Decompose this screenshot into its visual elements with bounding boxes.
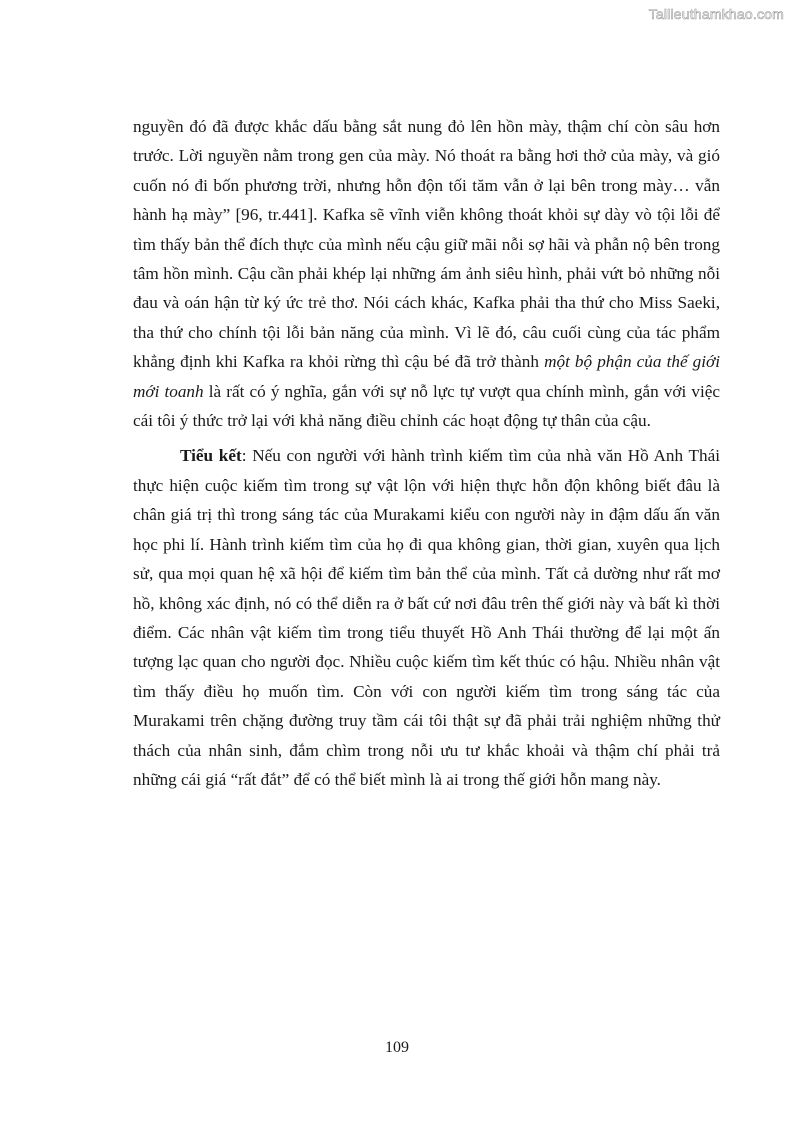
paragraph-text: nguyền đó đã được khắc dấu bằng sắt nung đỏ lên hồn mày, thậm chí còn sâu hơn trước. Lời nguyền nằm trong gen của mày. Nó thoát ra bằng hơi thở của mày, và gió cuốn nó đi bốn phương trời, nhưng hỗn độn tối tăm vẫn ở lại bên trong mày… vẫn hành hạ mày” [96, tr.441]. Kafka sẽ vĩnh viễn không thoát khỏi sự dày vò tội lỗi để tìm thấy bản thể đích thực của mình nếu cậu giữ mãi nỗi sợ hãi và phẫn nộ bên trong tâm hồn mình. Cậu cần phải khép lại những ám ảnh siêu hình, phải vứt bỏ những nỗi đau và oán hận từ ký ức trẻ thơ. Nói cách khác, Kafka phải tha thứ cho Miss Saeki, tha thứ cho chính tội lỗi bản năng của mình. Vì lẽ đó, câu cuối cùng của tác phẩm khẳng định khi Kafka ra khỏi rừng thì cậu bé đã trở thành [133, 117, 720, 372]
watermark: Tailieuthamkhao.com [648, 6, 784, 22]
summary-heading: Tiểu kết [180, 446, 242, 466]
paragraph-continuation [133, 112, 720, 435]
paragraph-text-end: là rất có ý nghĩa, gắn với sự nỗ lực tự vượt qua chính mình, gắn với việc cái tôi ý thức trở lại với khả năng điều chỉnh các hoạt động tự thân của cậu. [133, 381, 720, 431]
italic-phrase: một bộ phận của thế giới mới toanh [133, 352, 720, 401]
summary-text: : Nếu con người với hành trình kiếm tìm của nhà văn Hồ Anh Thái thực hiện cuộc kiếm tìm trong sự vật lộn với hiện thực hỗn độn không biết đâu là chân giá trị thì trong sáng tác của Murakami kiểu con người này in đậm dấu ấn văn học phi lí. Hành trình kiếm tìm của họ đi qua không gian, thời gian, xuyên qua lịch sử, qua mọi quan hệ xã hội để kiếm tìm bản thể của mình. Tất cả dường như rất mơ hồ, không xác định, nó có thể diễn ra ở bất cứ nơi đâu trên thế giới này và bất kì thời điểm. Các nhân vật kiếm tìm trong tiểu thuyết Hồ Anh Thái thường để lại một ấn tượng lạc quan cho người đọc. Nhiều cuộc kiếm tìm kết thúc có hậu. Nhiều nhân vật tìm thấy điều họ muốn tìm. Còn với con người kiếm tìm trong sáng tác của Murakami trên chặng đường truy tầm cái tôi thật sự đã phải trải nghiệm những thử thách của nhân sinh, đắm chìm trong nỗi ưu tư khắc khoải và thậm chí phải trả những cái giá “rất đắt” để có thể biết mình là ai trong thế giới hỗn mang này. [133, 446, 720, 789]
page-number: 109 [385, 1039, 409, 1056]
summary-paragraph [133, 441, 720, 794]
page-content [133, 112, 720, 794]
